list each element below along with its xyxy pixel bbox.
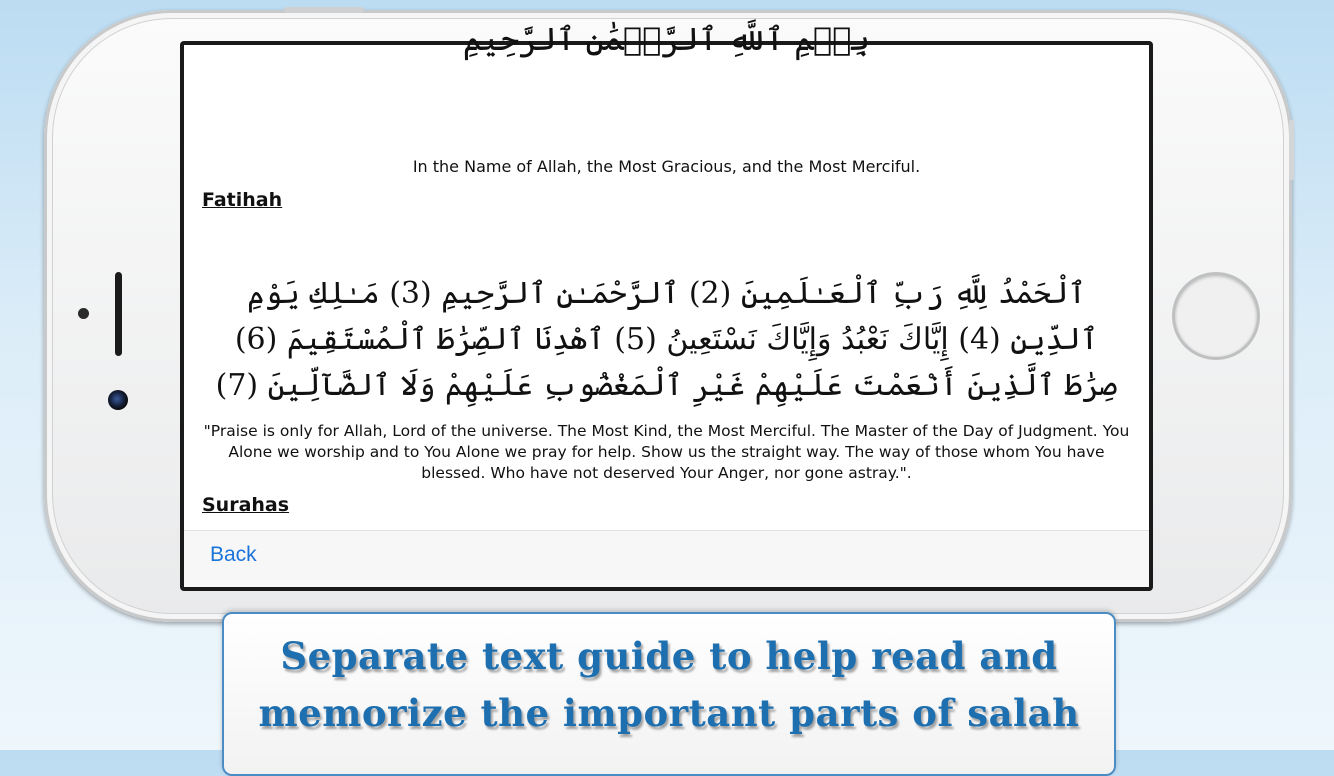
fatihah-heading: Fatihah xyxy=(202,189,283,211)
fatihah-arabic-text: ٱلْحَمْدُ لِلَّهِ رَبِّ ٱلْعَـٰلَمِينَ (2) ٱلرَّحْمَـٰنِ ٱلرَّحِيمِ (3) مَـٰلِكِ يَوْمِ ٱلدِّينِ (4) إِيَّاكَ نَعْبُدُ وَإِيَّاكَ نَسْتَعِينُ (5) ٱهْدِنَا ٱلصِّرَٰطَ ٱلْمُسْتَقِيمَ (6) صِرَٰطَ ٱلَّذِينَ أَنْعَمْتَ عَلَيْهِمْ غَيْرِ ٱلْمَغْضُوبِ عَلَيْهِمْ وَلَا ٱلضَّآلِّينَ (7) xyxy=(215,276,1118,403)
phone-screen xyxy=(180,20,1153,591)
volume-button xyxy=(284,7,364,13)
caption-line-2: memorize the important parts of salah xyxy=(258,691,1080,735)
back-button[interactable]: Back xyxy=(210,543,257,566)
bottom-toolbar xyxy=(184,530,1149,587)
earpiece-speaker xyxy=(115,272,122,356)
basmala-arabic: بِسۡمِ ٱللَّهِ ٱلرَّحۡمَٰنِ ٱلرَّحِيمِ xyxy=(462,20,871,58)
fatihah-translation: "Praise is only for Allah, Lord of the universe. The Most Kind, the Most Merciful. The Master of the Day of Judgment. You Alone we worship and to You Alone we pray for help. Show us the straight way. The way of those whom You have blessed. Who have not deserved Your Anger, nor gone astray.". xyxy=(203,422,1130,482)
basmala-translation: In the Name of Allah, the Most Gracious, and the Most Merciful. xyxy=(412,157,921,176)
caption-line-1: Separate text guide to help read and xyxy=(280,634,1058,678)
side-button xyxy=(1289,120,1294,180)
front-camera-icon xyxy=(108,390,128,410)
proximity-sensor xyxy=(78,308,89,319)
home-button[interactable] xyxy=(1172,272,1260,360)
text-guide-view[interactable] xyxy=(184,20,1149,587)
promo-caption xyxy=(222,612,1116,776)
surahs-heading: Surahas xyxy=(202,494,290,516)
